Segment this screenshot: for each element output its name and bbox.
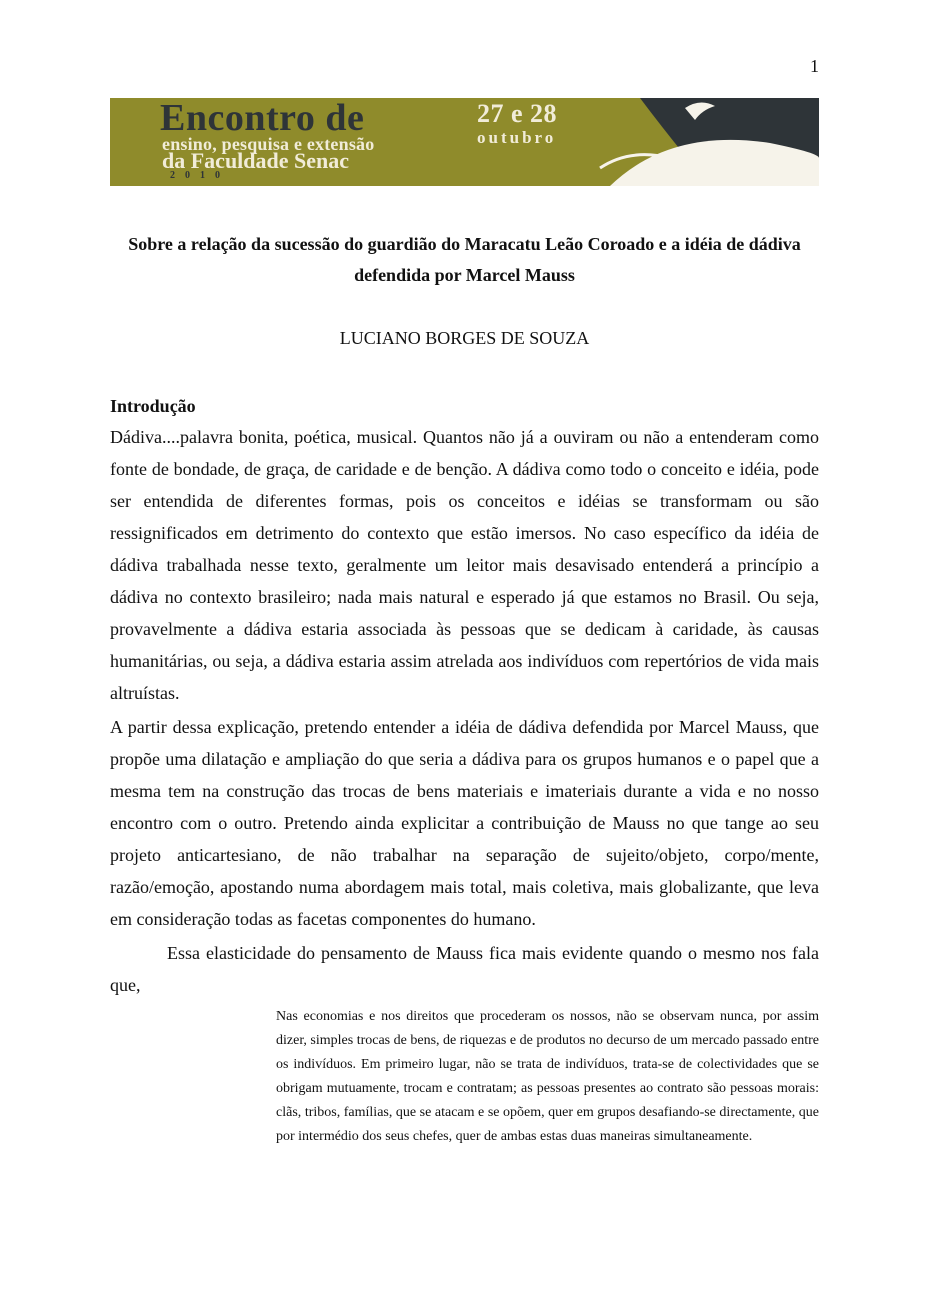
banner-light-shape	[610, 140, 819, 186]
paragraph-2: A partir dessa explicação, pretendo entender a idéia de dádiva defendida por Marcel Mauss, que propõe uma dilatação e ampliação do que seria a dádiva para os grupos humanos e o papel que a mesma tem na construção das trocas de bens materiais e imateriais durante a vida e no nosso encontro com o outro. Pretendo ainda explicitar a contribuição de Mauss no que tange ao seu projeto anticartesiano, de não trabalhar na separação de sujeito/objeto, corpo/mente, razão/emoção, apostando numa abordagem mais total, mais coletiva, mais globalizante, que leva em consideração todas as facetas componentes do humano.	[110, 717, 819, 929]
banner-line-2: ensino, pesquisa e extensão	[162, 134, 375, 154]
banner-date-days: 27 e 28	[477, 99, 558, 128]
banner-date-month: outubro	[477, 128, 557, 147]
paragraph-3: Essa elasticidade do pensamento de Mauss fica mais evidente quando o mesmo nos fala que,	[110, 943, 819, 995]
author-name: LUCIANO BORGES DE SOUZA	[339, 328, 590, 348]
section-heading: Introdução	[110, 396, 196, 416]
banner-line-3: da Faculdade Senac	[162, 148, 350, 173]
paragraph-1: Dádiva....palavra bonita, poética, musical. Quantos não já a ouviram ou não a entenderam como fonte de bondade, de graça, de caridade e de benção. A dádiva como todo o conceito e idéia, pode ser entendida de diferentes formas, pois os conceitos e idéias se transformam ou são ressignificados em detrimento do contexto que estão imersos. No caso específico da idéia de dádiva trabalhada nesse texto, geralmente um leitor mais desavisado entenderá a princípio a dádiva no contexto brasileiro; nada mais natural e esperado já que estamos no Brasil. Ou seja, provavelmente a dádiva estaria associada às pessoas que se dedicam à caridade, às causas humanitárias, ou seja, a dádiva estaria assim atrelada aos indivíduos com repertórios de vida mais altruístas.	[110, 427, 819, 703]
banner-year: 2010	[170, 170, 230, 181]
event-banner	[110, 98, 819, 186]
block-quote: Nas economias e nos direitos que procederam os nossos, não se observam nunca, por assim dizer, simples trocas de bens, de riquezas e de produtos no decurso de um mercado passado entre os indivíduos. Em primeiro lugar, não se trata de indivíduos, trata-se de colectividades que se obrigam mutuamente, trocam e contratam; as pessoas presentes ao contrato são pessoas morais: clãs, tribos, famílias, que se atacam e se opõem, quer em grupos desafiando-se directamente, que por intermédio dos seus chefes, quer de ambas estas duas maneiras simultaneamente.	[276, 1009, 819, 1144]
paper-title: Sobre a relação da sucessão do guardião do Maracatu Leão Coroado e a idéia de dádiva defendida por Marcel Mauss	[128, 234, 801, 285]
banner-line-1: Encontro de	[160, 98, 365, 139]
page-number: 1	[810, 56, 819, 76]
